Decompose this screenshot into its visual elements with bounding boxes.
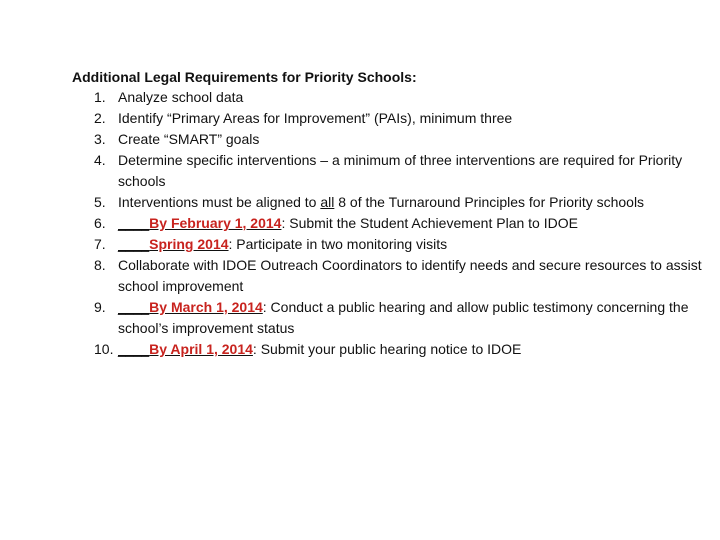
item-text: Collaborate with IDOE Outreach Coordinators to identify needs and secure resources to assist school improvement [118,257,702,294]
item-text: : Submit the Student Achievement Plan to IDOE [281,215,578,231]
list-item [72,213,702,234]
list-item [72,255,702,297]
list-item [72,129,702,150]
item-number: 5. [94,194,106,210]
item-text [118,192,702,213]
item-text: : Conduct a public hearing and allow public testimony concerning the school’s improvement status [118,299,689,336]
item-text: Analyze school data [118,89,244,105]
item-text-before: Interventions must be aligned to [118,194,321,210]
item-number: 1. [94,89,106,105]
item-number: 3. [94,131,106,147]
item-number: 7. [94,236,106,252]
item-text: Determine specific interventions – a minimum of three interventions are required for Priority schools [118,152,683,189]
deadline-date: Spring 2014 [149,236,229,252]
deadline-date: By March 1, 2014 [149,299,263,315]
item-text: : Participate in two monitoring visits [228,236,448,252]
checkbox-blank: ____ [118,341,150,357]
deadline-date: By April 1, 2014 [149,341,253,357]
item-number: 2. [94,110,106,126]
item-number: 6. [94,215,106,231]
deadline-date: By February 1, 2014 [149,215,282,231]
checkbox-blank: ____ [118,236,150,252]
requirements-document [72,67,702,360]
checkbox-blank: ____ [118,215,150,231]
list-item [72,108,702,129]
list-item [72,192,702,213]
item-number: 4. [94,152,106,168]
item-number: 8. [94,257,106,273]
list-item [72,87,702,108]
list-item [72,234,702,255]
requirements-list [72,87,702,360]
item-text-after: 8 of the Turnaround Principles for Priority schools [334,194,645,210]
item-text: Create “SMART” goals [118,131,260,147]
item-text: : Submit your public hearing notice to IDOE [252,341,522,357]
item-text: Identify “Primary Areas for Improvement” (PAIs), minimum three [118,110,513,126]
list-item [72,150,702,192]
item-number: 9. [94,299,106,315]
emphasis-all: all [320,194,335,210]
document-title: Additional Legal Requirements for Priority Schools: [72,69,417,85]
list-item [72,297,702,339]
list-item [72,339,702,360]
checkbox-blank: ____ [118,299,150,315]
item-number: 10. [94,341,114,357]
